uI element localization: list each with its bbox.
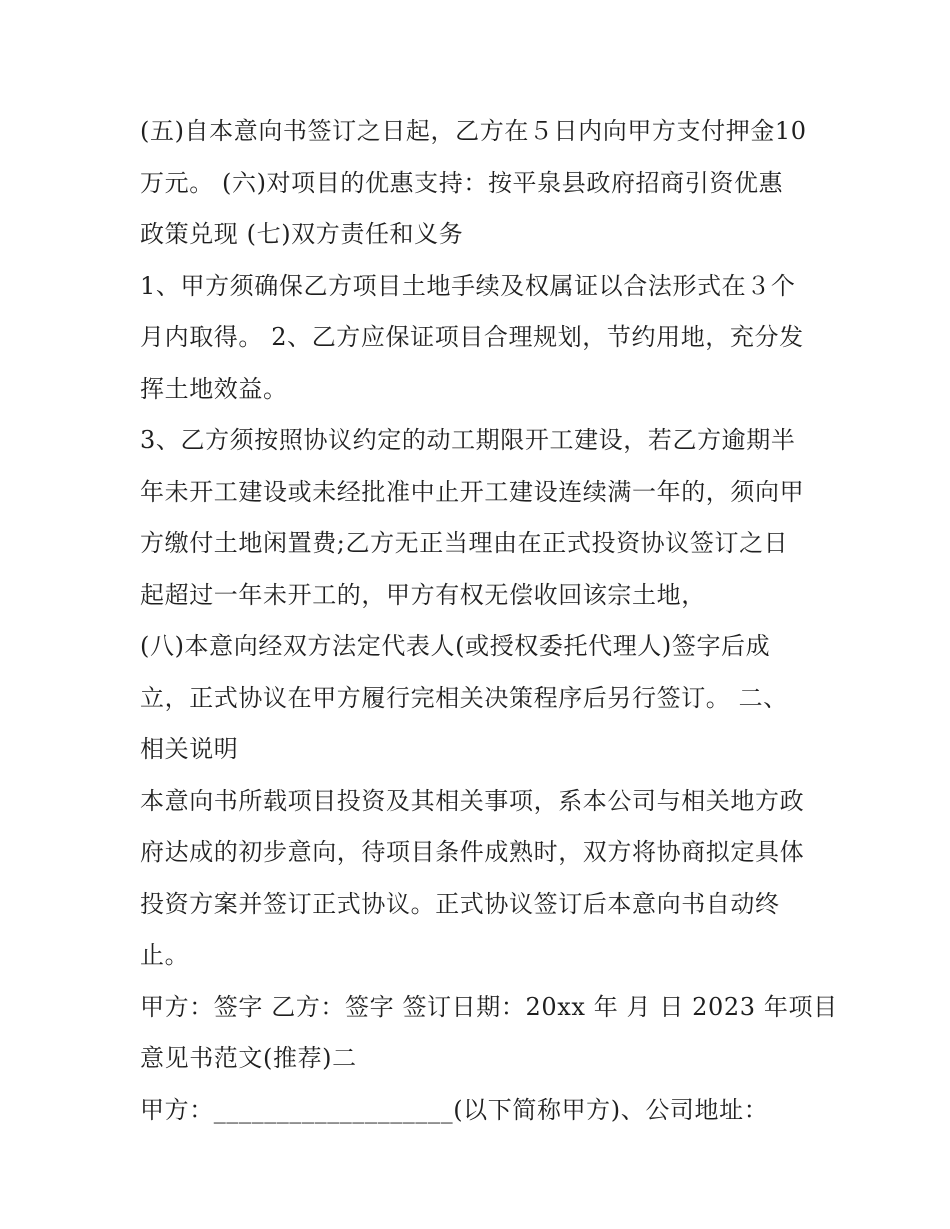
text-line: 年未开工建设或未经批准中止开工建设连续满一年的，须向甲 [140, 477, 805, 506]
text-line: 万元。 (六)对项目的优惠支持：按平泉县政府招商引资优惠 [140, 168, 784, 197]
text-line: 方缴付土地闲置费;乙方无正当理由在正式投资协议签订之日 [140, 529, 789, 557]
text-line: 相关说明 [140, 735, 239, 763]
document-body [140, 106, 838, 1136]
text-line: 月内取得。 2、乙方应保证项目合理规划，节约用地，充分发 [140, 323, 804, 351]
text-line: 挥土地效益。 [140, 374, 288, 403]
text-line: 1、甲方须确保乙方项目土地手续及权属证以合法形式在３个 [140, 271, 796, 300]
text-line: 立，正式协议在甲方履行完相关决策程序后另行签订。 二、 [140, 683, 788, 712]
text-line: (八)本意向经双方法定代表人(或授权委托代理人)签字后成 [140, 632, 771, 660]
text-line: 意见书范文(推荐)二 [140, 1044, 357, 1072]
text-line: 府达成的初步意向，待项目条件成熟时，双方将协商拟定具体 [140, 838, 805, 866]
text-line: 政策兑现 (七)双方责任和义务 [140, 220, 464, 248]
text-line: 起超过一年未开工的，甲方有权无偿收回该宗土地， [140, 580, 706, 609]
text-line: 甲方：签字 乙方：签字 签订日期：20xx 年 月 日 2023 年项目 [140, 992, 838, 1021]
text-line: 甲方：___________________(以下简称甲方)、公司地址： [140, 1095, 769, 1124]
text-line: 3、乙方须按照协议约定的动工期限开工建设，若乙方逾期半 [140, 426, 796, 454]
text-line: (五)自本意向书签订之日起，乙方在５日内向甲方支付押金10 [140, 117, 807, 145]
text-line: 止。 [140, 941, 190, 969]
text-line: 本意向书所载项目投资及其相关事项，系本公司与相关地方政 [140, 786, 805, 815]
text-line: 投资方案并签订正式协议。正式协议签订后本意向书自动终 [140, 889, 780, 918]
